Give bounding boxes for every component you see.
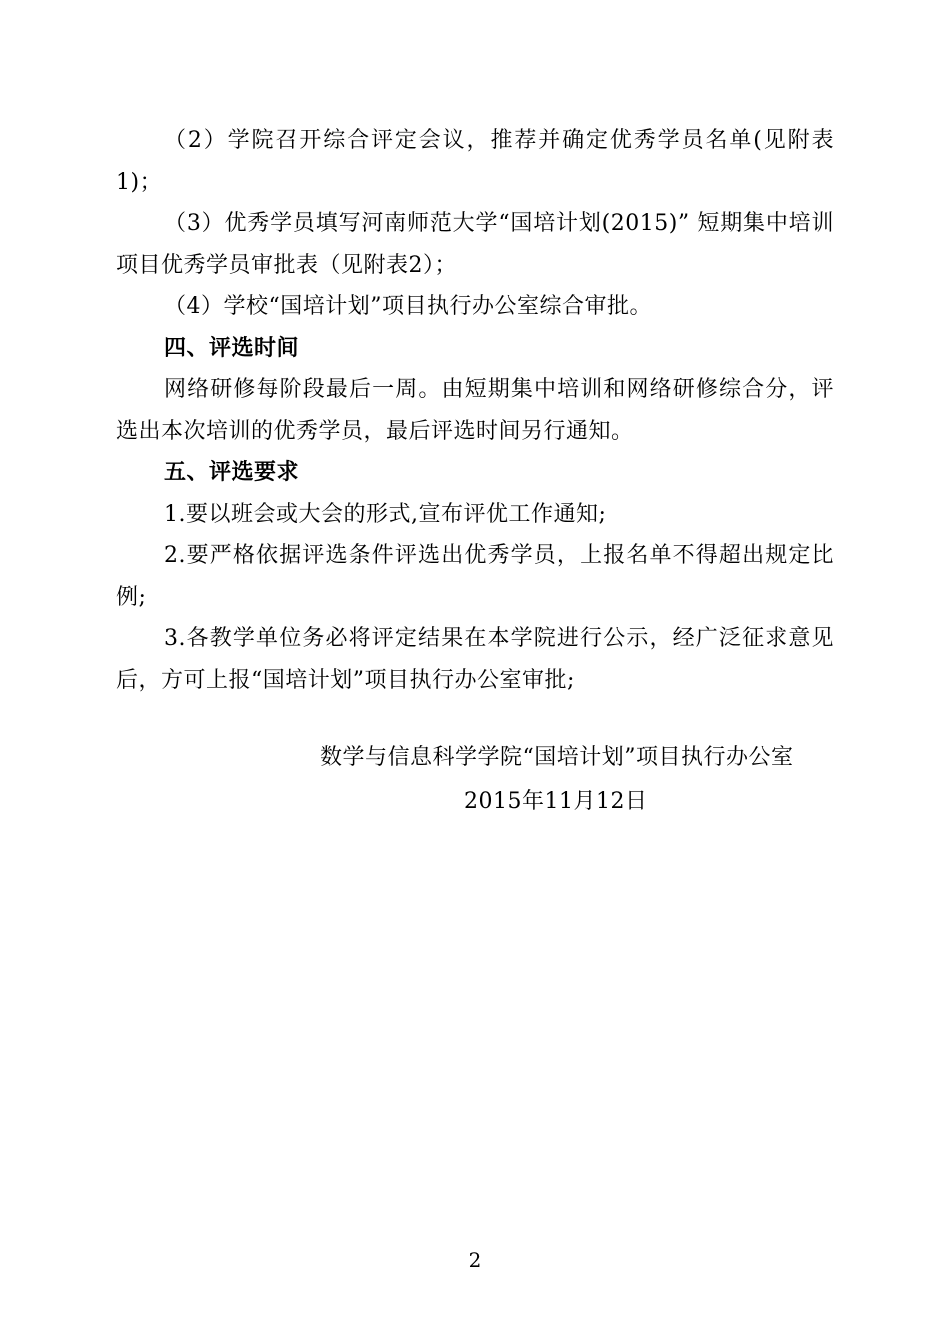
signature-block	[116, 736, 834, 824]
paragraph-selection-time: 网络研修每阶段最后一周。由短期集中培训和网络研修综合分，评选出本次培训的优秀学员，最后评选时间另行通知。	[116, 377, 834, 444]
section-heading-time: 四、评选时间	[164, 335, 300, 361]
list-item-requirement-3: 3.各教学单位务必将评定结果在本学院进行公示，经广泛征求意见后，方可上报“国培计划”项目执行办公室审批;	[116, 626, 834, 693]
list-item-requirement-2: 2.要严格依据评选条件评选出优秀学员，上报名单不得超出规定比例;	[116, 543, 834, 610]
list-item-review-meeting: （2）学院召开综合评定会议，推荐并确定优秀学员名单(见附表1)；	[116, 128, 834, 195]
document-body	[116, 120, 834, 701]
list-item-requirement-1: 1.要以班会或大会的形式,宣布评优工作通知;	[164, 501, 607, 527]
list-item-approval-form: （3）优秀学员填写河南师范大学“国培计划(2015)” 短期集中培训项目优秀学员审批表（见附表2）；	[116, 211, 834, 278]
page-number: 2	[468, 1248, 482, 1272]
list-item-school-approval: （4）学校“国培计划”项目执行办公室综合审批。	[164, 294, 652, 319]
section-heading-requirements: 五、评选要求	[164, 460, 300, 485]
signature-organization: 数学与信息科学学院“国培计划”项目执行办公室	[320, 745, 794, 770]
signature-date: 2015年11月12日	[464, 789, 648, 814]
